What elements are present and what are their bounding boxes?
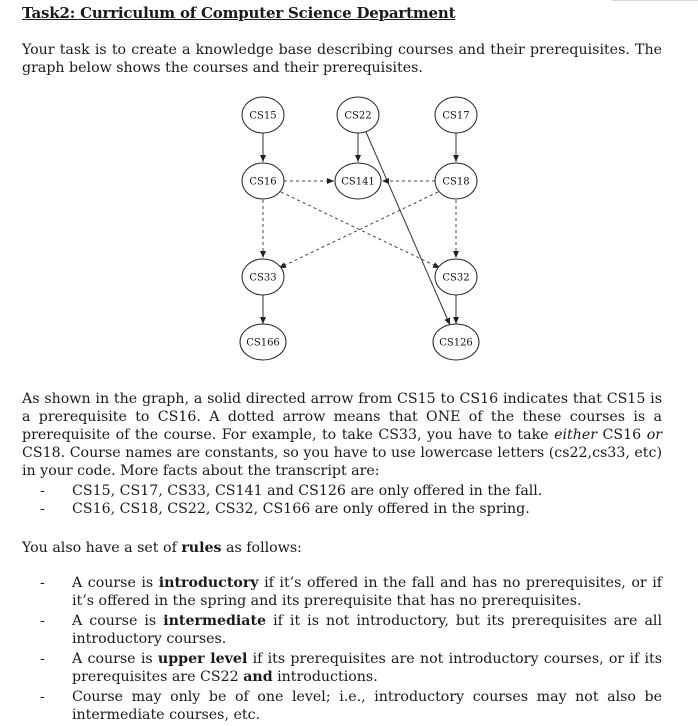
- node-label: CS126: [439, 337, 473, 349]
- rules-heading-bold: rules: [181, 540, 222, 556]
- node-label: CS141: [341, 176, 375, 188]
- explanation-text: CS16: [597, 427, 647, 443]
- node-cs166: [240, 324, 286, 360]
- graph-explanation-paragraph: [22, 390, 662, 480]
- node-cs33: [242, 259, 284, 295]
- rule-text: A course is: [72, 651, 158, 667]
- node-label: CS17: [442, 110, 470, 122]
- rule-text: Course may only be of one level; i.e., introductory courses may not also be intermediate courses, etc.: [72, 689, 662, 723]
- rules-heading-text: as follows:: [221, 540, 302, 556]
- rule-term: and: [243, 669, 273, 685]
- node-label: CS18: [442, 176, 470, 188]
- node-cs126: [433, 324, 479, 360]
- fact-text: CS16, CS18, CS22, CS32, CS166 are only offered in the spring.: [72, 501, 530, 517]
- list-item: [40, 574, 662, 610]
- list-item: [40, 500, 662, 518]
- node-cs16: [242, 163, 284, 199]
- list-item: [40, 482, 662, 500]
- bullet-dash: -: [40, 501, 45, 517]
- edge-cs18-cs33: [279, 192, 438, 268]
- rule-text: if it is not introductory, but its prerequisites are all introductory courses.: [72, 613, 662, 647]
- node-label: CS33: [249, 272, 277, 284]
- bullet-dash: -: [40, 483, 45, 499]
- explanation-emphasis-either: either: [554, 427, 598, 443]
- bullet-dash: -: [40, 575, 45, 591]
- node-cs32: [435, 259, 477, 295]
- rule-text: if its prerequisites are not introductory courses, or if its prerequisites are CS22: [72, 651, 663, 685]
- explanation-text: As shown in the graph, a solid directed arrow from CS15 to CS16 indicates that CS15 is a prerequisite to CS16. A dotted arrow means that ONE of the these courses is a prerequisite of the course. For example, to take CS33, you have to take: [22, 391, 662, 443]
- list-item: [40, 688, 662, 724]
- node-cs22: [337, 97, 379, 133]
- node-label: CS32: [442, 272, 470, 284]
- bullet-dash: -: [40, 689, 45, 705]
- rule-term: intermediate: [163, 613, 267, 629]
- node-label: CS166: [246, 337, 280, 349]
- rule-text: if it’s offered in the fall and has no prerequisites, or if it’s offered in the spring and its prerequisite that has no prerequisites.: [72, 575, 662, 609]
- node-cs141: [335, 163, 381, 199]
- node-cs17: [435, 97, 477, 133]
- edge-cs16-cs32: [281, 192, 440, 268]
- rule-term: upper level: [157, 651, 248, 667]
- fact-text: CS15, CS17, CS33, CS141 and CS126 are only offered in the fall.: [72, 483, 543, 499]
- rules-heading: [22, 540, 302, 556]
- page-title: Task2: Curriculum of Computer Science Department: [22, 4, 456, 22]
- prerequisite-graph: [0, 96, 698, 366]
- explanation-emphasis-or: or: [646, 427, 663, 443]
- top-rule: [612, 0, 698, 1]
- explanation-text: CS18. Course names are constants, so you have to use lowercase letters (cs22,cs33, etc) in your code. More facts about the transcript are:: [22, 445, 662, 479]
- rule-text: A course is: [72, 613, 164, 629]
- rule-text: A course is: [72, 575, 159, 591]
- node-label: CS22: [344, 110, 372, 122]
- intro-paragraph: Your task is to create a knowledge base describing courses and their prerequisites. The graph below shows the courses and their prerequisites.: [22, 42, 662, 76]
- node-label: CS15: [249, 110, 277, 122]
- rule-text: introductions.: [272, 669, 378, 685]
- rules-list: [40, 574, 662, 726]
- rules-heading-text: You also have a set of: [22, 540, 182, 556]
- list-item: [40, 612, 662, 648]
- bullet-dash: -: [40, 651, 45, 667]
- node-label: CS16: [249, 176, 277, 188]
- node-cs18: [435, 163, 477, 199]
- transcript-facts-list: [40, 482, 662, 518]
- bullet-dash: -: [40, 613, 45, 629]
- rule-term: introductory: [158, 575, 259, 591]
- list-item: [40, 650, 662, 686]
- node-cs15: [242, 97, 284, 133]
- edge-cs22-cs126: [366, 132, 450, 325]
